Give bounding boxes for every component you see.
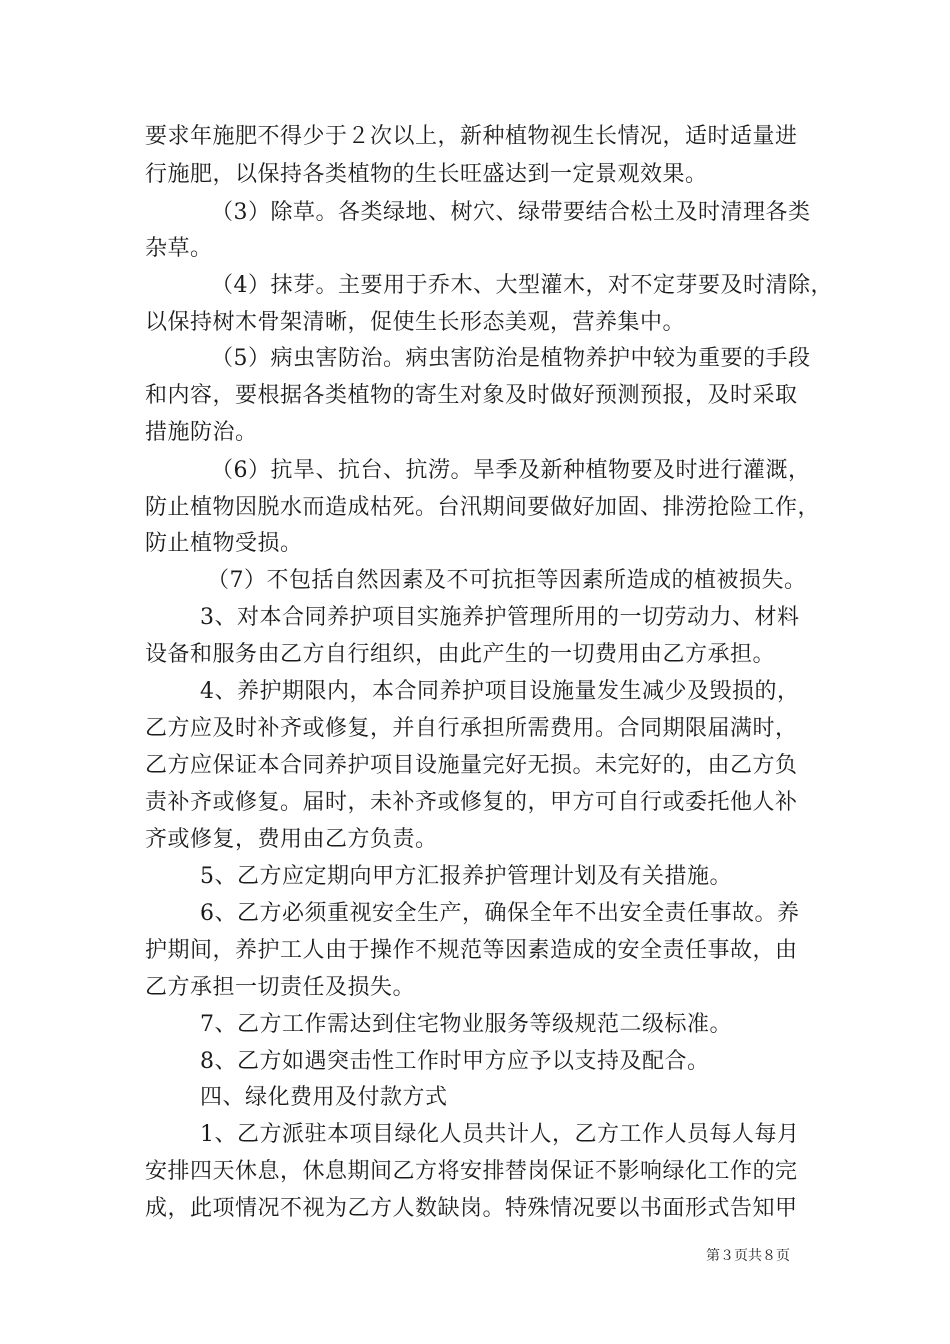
text-line: （4）抹芽。主要用于乔木、大型灌木，对不定芽要及时清除， [211, 273, 833, 298]
text-line: 乙方承担一切责任及损失。 [145, 975, 416, 1000]
text-line: （7）不包括自然因素及不可抗拒等因素所造成的植被损失。 [207, 568, 807, 593]
text-line: 和内容，要根据各类植物的寄生对象及时做好预测预报，及时采取 [145, 383, 798, 408]
text-line: 3、对本合同养护项目实施养护管理所用的一切劳动力、材料 [200, 605, 800, 630]
section-heading: 四、绿化费用及付款方式 [200, 1085, 448, 1110]
text-line: 1、乙方派驻本项目绿化人员共计人，乙方工作人员每人每月 [200, 1122, 800, 1147]
text-line: 6、乙方必须重视安全生产，确保全年不出安全责任事故。养 [200, 901, 800, 926]
text-line: 以保持树木骨架清晰，促使生长形态美观，营养集中。 [145, 310, 686, 335]
text-line: 设备和服务由乙方自行组织，由此产生的一切费用由乙方承担。 [145, 642, 776, 667]
text-line: 齐或修复，费用由乙方负责。 [145, 827, 438, 852]
text-line: 防止植物因脱水而造成枯死。台汛期间要做好加固、排涝抢险工作， [145, 495, 821, 520]
text-line: 8、乙方如遇突击性工作时甲方应予以支持及配合。 [200, 1049, 710, 1074]
text-line: 要求年施肥不得少于２次以上，新种植物视生长情况，适时适量进 [145, 124, 798, 149]
text-line: 杂草。 [145, 236, 213, 261]
text-line: 4、养护期限内，本合同养护项目设施量发生减少及毁损的， [200, 679, 800, 704]
text-line: 责补齐或修复。届时，未补齐或修复的，甲方可自行或委托他人补 [145, 790, 798, 815]
text-line: 护期间，养护工人由于操作不规范等因素造成的安全责任事故，由 [145, 938, 798, 963]
text-line: 乙方应及时补齐或修复，并自行承担所需费用。合同期限届满时， [145, 716, 798, 741]
text-line: 行施肥，以保持各类植物的生长旺盛达到一定景观效果。 [145, 162, 708, 187]
text-line: 7、乙方工作需达到住宅物业服务等级规范二级标准。 [200, 1012, 732, 1037]
text-line: 成，此项情况不视为乙方人数缺岗。特殊情况要以书面形式告知甲 [145, 1196, 798, 1221]
text-line: 安排四天休息，休息期间乙方将安排替岗保证不影响绿化工作的完 [145, 1159, 798, 1184]
text-line: 防止植物受损。 [145, 531, 303, 556]
text-line: 乙方应保证本合同养护项目设施量完好无损。未完好的，由乙方负 [145, 753, 798, 778]
text-line: （5）病虫害防治。病虫害防治是植物养护中较为重要的手段 [211, 346, 811, 371]
text-line: 5、乙方应定期向甲方汇报养护管理计划及有关措施。 [200, 864, 732, 889]
page-number: 第３页共８页 [706, 1248, 790, 1264]
text-line: 措施防治。 [145, 420, 258, 445]
text-line: （6）抗旱、抗台、抗涝。旱季及新种植物要及时进行灌溉， [211, 458, 811, 483]
text-line: （3）除草。各类绿地、树穴、绿带要结合松土及时清理各类 [211, 200, 811, 225]
